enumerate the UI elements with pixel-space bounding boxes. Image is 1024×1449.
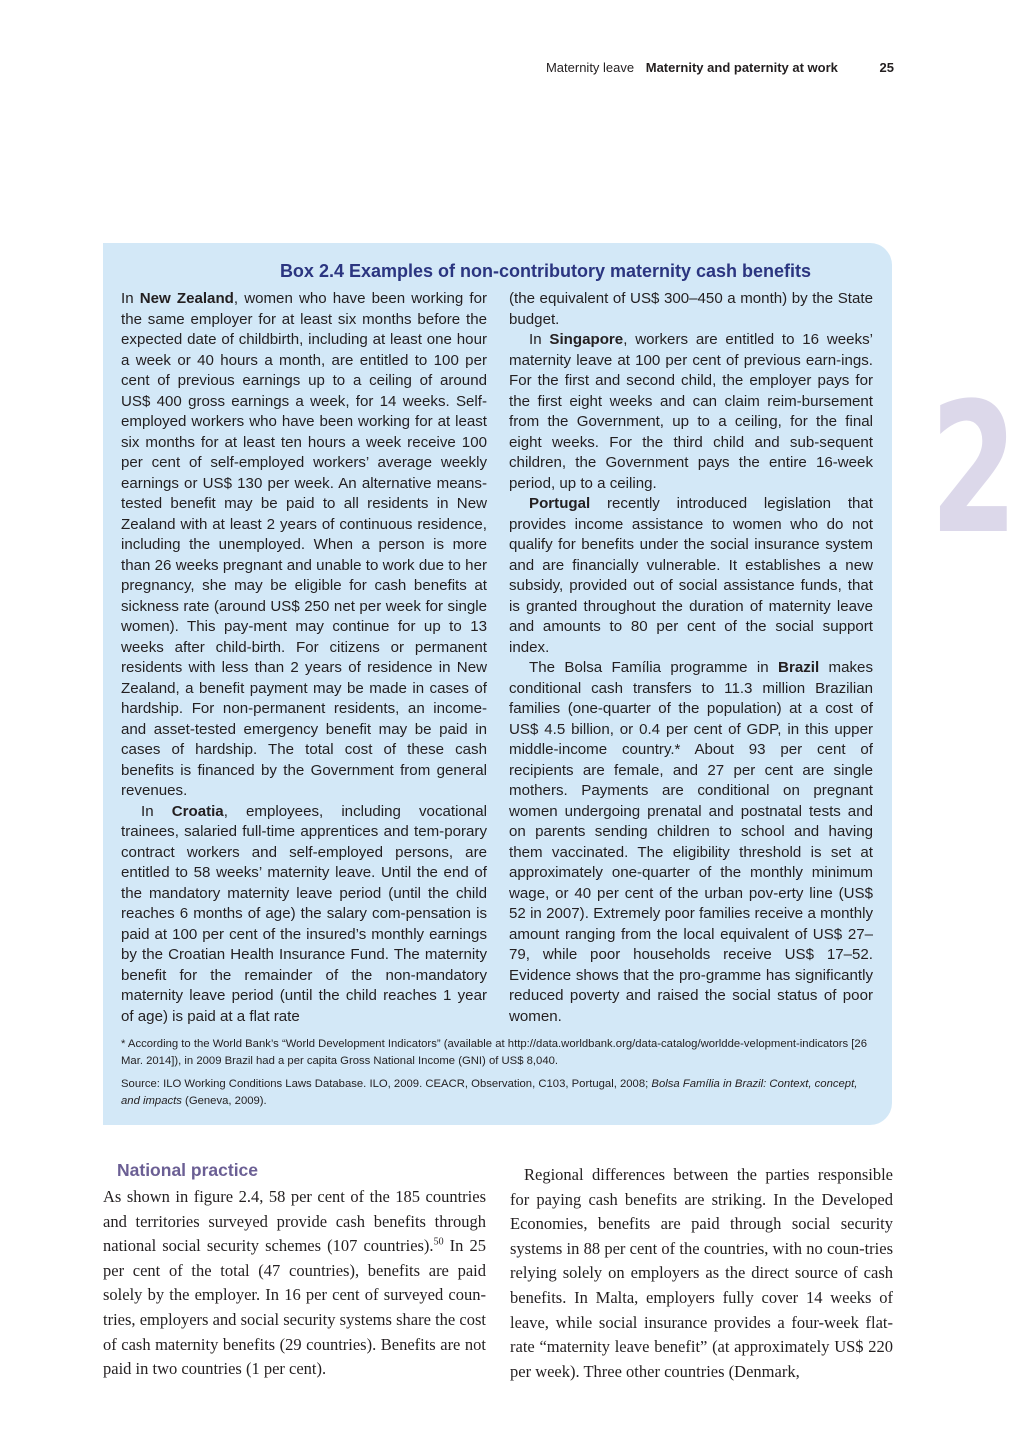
box-2-4: [103, 243, 892, 1125]
paragraph-singapore: In Singapore, workers are entitled to 16 weeks’ maternity leave at 100 per cent of previous earn-ings. For the first and second child, the employer pays for the first eight weeks and can claim reim-bursement from the Government, up to a ceiling, for the final eight weeks. For the third child and sub-sequent children, the Government pays the entire 16-week period, up to a ceiling.: [509, 331, 873, 492]
footnote-ref: 50: [433, 1236, 444, 1248]
body-left-column: [103, 1185, 486, 1382]
section-heading: National practice: [117, 1160, 259, 1180]
source-title: Bolsa Família in Brazil: Context, concept, and impacts: [121, 1078, 858, 1107]
body-paragraph: Regional differences between the parties responsible for paying cash benefits are striking. In the Developed Economies, benefits are paid through social security systems in 88 per cent of the countries, with no coun-tries relying solely on employers as the direct source of cash benefits. In Malta, employers fully cover 14 weeks of leave, while social insurance provides a four-week flat-rate “maternity leave benefit” (at approximately US$ 220 per week). Three other countries (Denmark,: [510, 1165, 893, 1381]
box-footnote: * According to the World Bank’s “World Development Indicators” (available at http://data.worldbank.org/data-catalog/worldde-velopment-indicators [26 Mar. 2014]), in 2009 Brazil had a per capita Gross National Income (GNI) of US$ 8,040.: [121, 1038, 867, 1067]
paragraph-croatia: In Croatia, employees, including vocational trainees, salaried full-time apprentices and tem-porary contract workers and self-employed persons, are entitled to 58 weeks’ maternity leave. Until the end of the mandatory maternity leave period (until the child reaches 6 months of age) the salary com-pensation is paid at 100 per cent of the insured’s monthly earnings by the Croatian Health Insurance Fund. The maternity benefit for the remainder of the non-mandatory maternity leave period (until the child reaches 1 year of age) is paid at a flat rate: [121, 802, 487, 1025]
chapter-marker: 2: [930, 365, 1018, 574]
box-title: Box 2.4 Examples of non-contributory maternity cash benefits: [279, 261, 812, 281]
box-source: Source: ILO Working Conditions Laws Database. ILO, 2009. CEACR, Observation, C103, Portugal, 2008; Bolsa Família in Brazil: Context, concept, and impacts (Geneva, 2009).: [121, 1078, 858, 1107]
page-number: 25: [879, 60, 894, 75]
running-header: [546, 60, 894, 75]
country-new-zealand: New Zealand: [139, 290, 234, 307]
box-right-column: [509, 289, 873, 1027]
body-right-column: [510, 1163, 893, 1384]
paragraph-portugal: Portugal recently introduced legislation that provides income assistance to women who do not qualify for benefits under the social insurance system and are financially vulnerable. It establishes a new subsidy, provided out of social assistance funds, that is granted throughout the duration of maternity leave and amounts to 80 per cent of the social support index.: [509, 495, 873, 656]
country-brazil: Brazil: [778, 659, 820, 676]
paragraph-croatia-continued: (the equivalent of US$ 300–450 a month) by the State budget.: [509, 290, 873, 328]
country-singapore: Singapore: [549, 331, 624, 348]
body-paragraph: As shown in figure 2.4, 58 per cent of the 185 countries and territories surveyed provide cash benefits through national social security schemes (107 countries).$^{50}$ In 25 per cent of the total (47 countries), benefits are paid solely by the employer. In 16 per cent of surveyed coun-tries, employers and social security systems share the cost of cash maternity benefits (29 countries). Benefits are not paid in two countries (1 per cent).: [103, 1187, 486, 1379]
header-section: Maternity leave: [545, 60, 635, 75]
country-portugal: Portugal: [529, 495, 591, 512]
paragraph-brazil: The Bolsa Família programme in Brazil makes conditional cash transfers to 11.3 million Brazilian families (one-quarter of the population) at a cost of US$ 4.5 billion, or 0.4 per cent of GDP, in this upper middle-income country.* About 93 per cent of recipients are female, and 27 per cent are single mothers. Payments are conditional on pregnant women undergoing prenatal and postnatal tests and on parents sending children to school and having them vaccinated. The eligibility threshold is set at approximately one-quarter of the monthly minimum wage, or 40 per cent of the urban pov-erty line (US$ 52 in 2007). Extremely poor families receive a monthly amount ranging from the local equivalent of US$ 27–79, while poor households receive US$ 17–52. Evidence shows that the pro-gramme has significantly reduced poverty and raised the social status of poor women.: [509, 659, 873, 1025]
paragraph-new-zealand: In New Zealand, women who have been working for the same employer for at least six months before the expected date of childbirth, including at least one hour a week or 40 hours a month, are entitled to 100 per cent of previous earnings up to a ceiling of around US$ 400 gross earnings a week, for 14 weeks. Self-employed workers who have been working for at least six months for at least ten hours a week receive 100 per cent of self-employed workers’ average weekly earnings or US$ 130 per week. An alternative means-tested benefit may be paid to all residents in New Zealand with at least 2 years of continuous residence, including the unemployed. When a person is more than 26 weeks pregnant and unable to work due to her pregnancy, she may be eligible for cash benefits at sickness rate (around US$ 250 net per week for single women). This pay-ment may continue for up to 13 weeks after child-birth. For citizens or permanent residents with less than 2 years of residence in New Zealand, a benefit payment may be made in cases of hardship. For non-permanent residents, an income- and asset-tested emergency benefit may be paid in cases of hardship. The total cost of these cash benefits is financed by the Government from general revenues.: [121, 290, 487, 799]
box-left-column: [121, 289, 487, 1027]
header-chapter: Maternity and paternity at work: [645, 60, 838, 75]
country-croatia: Croatia: [171, 802, 224, 820]
